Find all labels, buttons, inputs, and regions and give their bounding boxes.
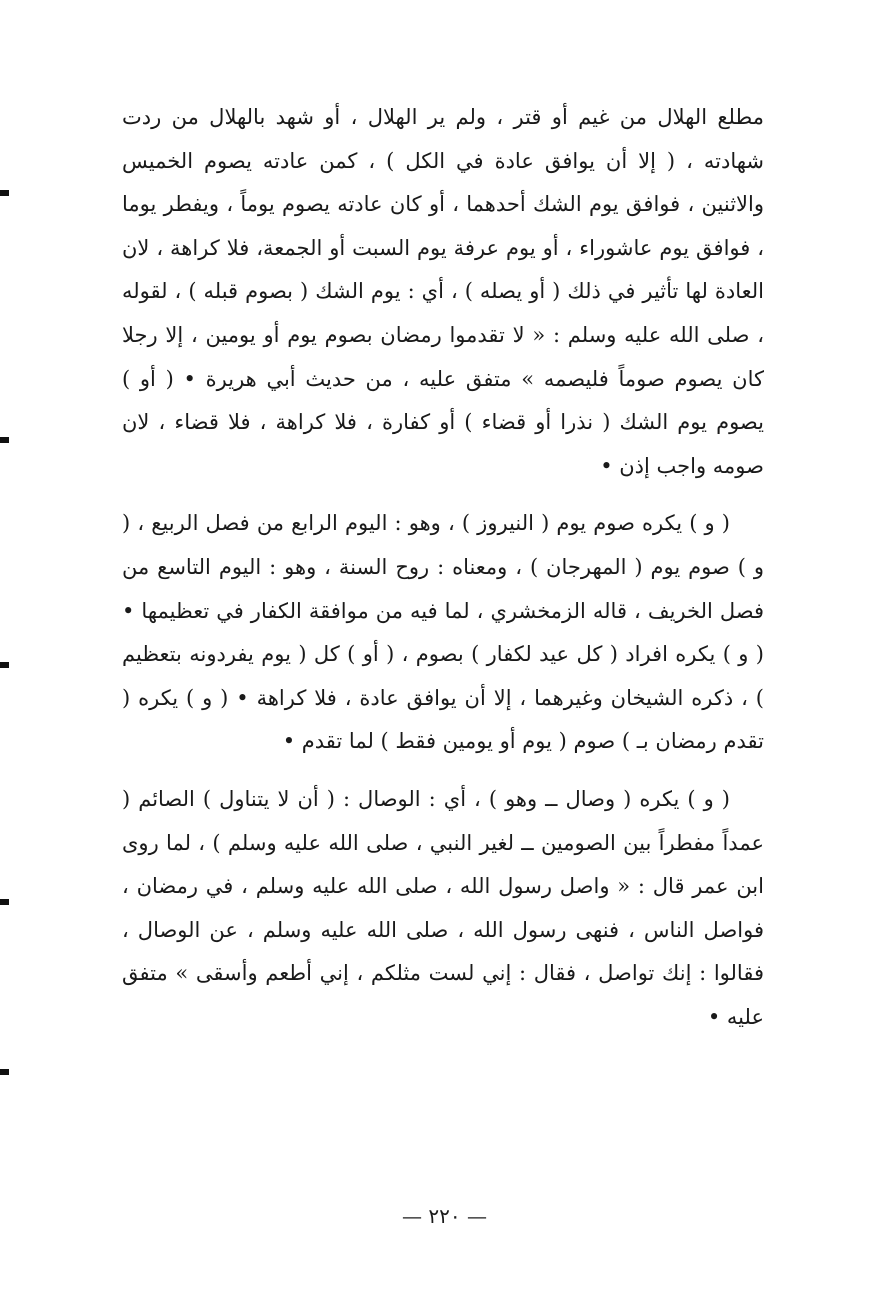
paragraph-3: ( و ) يكره ( وصال ــ وهو ) ، أي : الوصال : ( أن لا يتناول ) الصائم ( عمداً مفطراً بين الصومين ــ لغير النبي ، صلى الله عليه وسلم ) ، لما روى ابن عمر قال : « واصل رسول الله ، صلى الله عليه وسلم ، في رمضان ، فواصل الناس ، فنهى رسول الله ، صلى الله عليه وسلم ، عن الوصال ، فقالوا : إنك تواصل ، فقال : إني لست مثلكم ، إني أطعم وأسقى » متفق عليه •	[122, 786, 764, 1029]
paragraph-1: مطلع الهلال من غيم أو قتر ، ولم ير الهلال ، أو شهد بالهلال من ردت شهادته ، ( إلا أن يوافق عادة في الكل ) ، كمن عادته يصوم الخميس والاثنين ، فوافق يوم الشك أحدهما ، أو كان عادته يصوم يوماً ، ويفطر يوما ، فوافق يوم عاشوراء ، أو يوم عرفة يوم السبت أو الجمعة، فلا كراهة ، لان العادة لها تأثير في ذلك ( أو يصله ) ، أي : يوم الشك ( بصوم قبله ) ، لقوله ، صلى الله عليه وسلم : « لا تقدموا رمضان بصوم يوم أو يومين ، إلا رجلا كان يصوم صوماً فليصمه » متفق عليه ، من حديث أبي هريرة • ( أو ) يصوم يوم الشك ( نذرا أو قضاء ) أو كفارة ، فلا كراهة ، فلا قضاء ، لان صومه واجب إذن •	[122, 105, 764, 478]
margin-mark	[0, 1069, 9, 1075]
body-text	[122, 96, 764, 1039]
margin-mark	[0, 437, 9, 443]
margin-mark	[0, 190, 9, 196]
margin-mark	[0, 662, 9, 668]
page-number: — ٢٢٠ —	[402, 1204, 487, 1228]
paragraph-2: ( و ) يكره صوم يوم ( النيروز ) ، وهو : اليوم الرابع من فصل الربيع ، ( و ) صوم يوم ( المهرجان ) ، ومعناه : روح السنة ، وهو : اليوم التاسع من فصل الخريف ، قاله الزمخشري ، لما فيه من موافقة الكفار في تعظيمها • ( و ) يكره افراد ( كل عيد لكفار ) بصوم ، ( أو ) كل ( يوم يفردونه بتعظيم ) ، ذكره الشيخان وغيرهما ، إلا أن يوافق عادة ، فلا كراهة • ( و ) يكره ( تقدم رمضان بـ ) صوم ( يوم أو يومين فقط ) لما تقدم •	[122, 511, 764, 754]
margin-mark	[0, 899, 9, 905]
